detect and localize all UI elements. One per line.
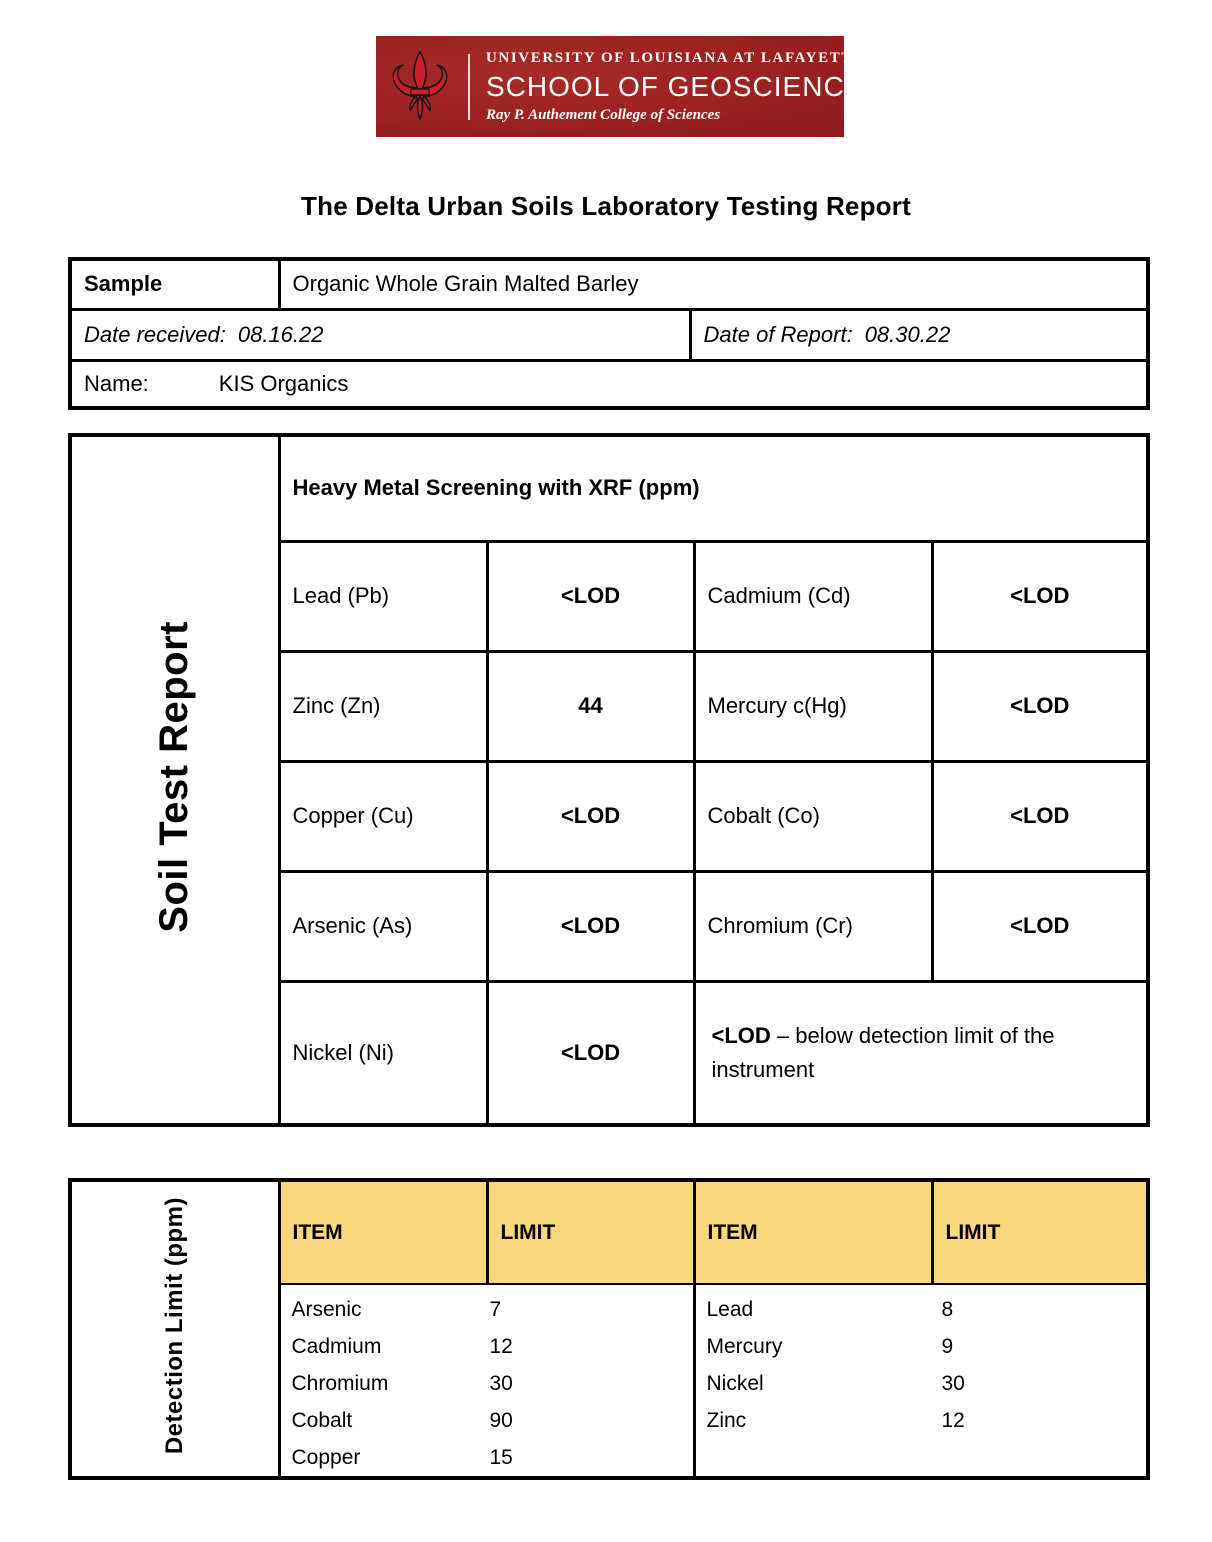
metal-value: <LOD	[932, 871, 1148, 981]
metal-value: <LOD	[932, 651, 1148, 761]
limit-item: Cobalt	[291, 1408, 353, 1432]
detection-limits-right-half	[694, 1284, 1148, 1478]
soil-test-side-label: Soil Test Report	[152, 621, 197, 933]
soil-test-side-label-cell	[70, 435, 279, 1125]
column-header-item: ITEM	[694, 1180, 932, 1284]
table-row	[70, 259, 1148, 309]
section-header: Heavy Metal Screening with XRF (ppm)	[279, 435, 1148, 541]
limit-item: Copper	[291, 1445, 361, 1469]
limit-row	[707, 1328, 1147, 1365]
soil-test-table	[68, 433, 1150, 1127]
report-title: The Delta Urban Soils Laboratory Testing Report	[301, 191, 911, 221]
date-of-report-cell	[690, 309, 1148, 360]
column-header-item: ITEM	[279, 1180, 487, 1284]
metal-item: Cadmium (Cd)	[694, 541, 932, 651]
sample-value: Organic Whole Grain Malted Barley	[279, 259, 1148, 309]
table-row	[70, 1180, 1148, 1284]
banner-divider	[468, 54, 470, 120]
university-banner	[376, 36, 885, 137]
metal-value: <LOD	[487, 541, 694, 651]
sample-info-table	[68, 257, 1150, 410]
column-header-limit: LIMIT	[932, 1180, 1148, 1284]
limit-value: 30	[941, 1371, 965, 1395]
date-of-report-value: 08.30.22	[864, 321, 951, 347]
limit-item: Mercury	[706, 1334, 783, 1358]
metal-item: Copper (Cu)	[279, 761, 487, 871]
limit-row	[707, 1365, 1147, 1402]
name-cell	[70, 360, 1148, 408]
detection-limit-table	[68, 1178, 1150, 1480]
limit-value: 30	[489, 1371, 513, 1395]
metal-value: <LOD	[487, 871, 694, 981]
limit-value: 12	[489, 1334, 513, 1358]
limit-row	[292, 1402, 693, 1439]
metal-item: Mercury c(Hg)	[694, 651, 932, 761]
metal-item: Lead (Pb)	[279, 541, 487, 651]
detection-limit-side-label: Detection Limit (ppm)	[160, 1197, 188, 1455]
table-row	[70, 309, 1148, 360]
school-name: SCHOOL OF GEOSCIENCES	[486, 70, 885, 102]
limit-value: 15	[489, 1445, 513, 1469]
limit-value: 12	[941, 1408, 965, 1432]
limit-item: Lead	[706, 1297, 754, 1321]
metal-value: <LOD	[487, 981, 694, 1125]
fleur-de-lis-icon	[389, 43, 451, 131]
limit-row	[292, 1328, 693, 1365]
limit-item: Zinc	[706, 1408, 747, 1432]
limit-item: Arsenic	[291, 1297, 362, 1321]
table-row	[70, 435, 1148, 541]
limit-item: Nickel	[706, 1371, 764, 1395]
name-value: KIS Organics	[218, 370, 349, 396]
metal-item: Zinc (Zn)	[279, 651, 487, 761]
name-label: Name:	[84, 370, 149, 396]
lod-note-rest: – below detection limit of the instrument	[711, 1022, 1055, 1082]
limit-value: 8	[941, 1297, 954, 1321]
table-row	[70, 360, 1148, 408]
limit-row	[292, 1365, 693, 1402]
date-received-value: 08.16.22	[237, 321, 324, 347]
metal-value: <LOD	[932, 541, 1148, 651]
detection-limits-left-half	[279, 1284, 694, 1478]
metal-item: Chromium (Cr)	[694, 871, 932, 981]
metal-value: <LOD	[487, 761, 694, 871]
limit-item: Chromium	[291, 1371, 389, 1395]
metal-item: Arsenic (As)	[279, 871, 487, 981]
date-received-label: Date received:	[84, 321, 226, 347]
limit-row	[292, 1291, 693, 1328]
metal-value: 44	[487, 651, 694, 761]
limit-row	[707, 1291, 1147, 1328]
limit-value: 7	[489, 1297, 502, 1321]
sample-label: Sample	[70, 259, 279, 309]
date-received-cell	[70, 309, 690, 360]
limit-row	[707, 1402, 1147, 1439]
limit-row	[292, 1439, 693, 1476]
column-header-limit: LIMIT	[487, 1180, 694, 1284]
university-name: UNIVERSITY OF LOUISIANA AT LAFAYETTE	[486, 49, 865, 66]
limit-item: Cadmium	[291, 1334, 382, 1358]
detection-limit-side-label-cell	[70, 1180, 279, 1478]
lod-note-cell	[694, 981, 1148, 1125]
college-name: Ray P. Authement College of Sciences	[486, 106, 721, 123]
metal-value: <LOD	[932, 761, 1148, 871]
date-of-report-label: Date of Report:	[703, 321, 853, 347]
limit-value: 9	[941, 1334, 954, 1358]
metal-item: Nickel (Ni)	[279, 981, 487, 1125]
limit-value: 90	[489, 1408, 513, 1432]
metal-item: Cobalt (Co)	[694, 761, 932, 871]
lod-note-bold: <LOD	[711, 1022, 771, 1048]
